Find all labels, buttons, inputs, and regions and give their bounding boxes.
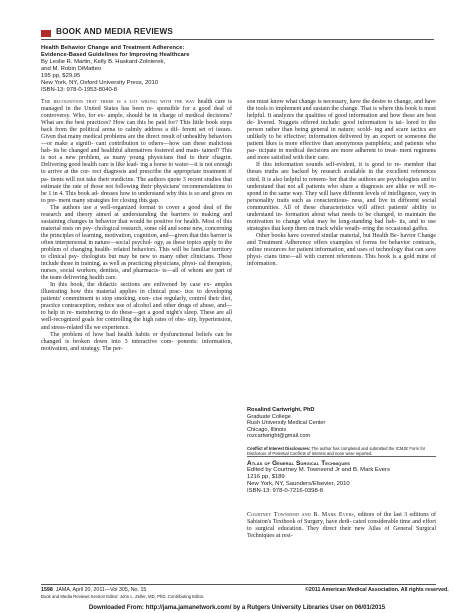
book2-meta — [247, 467, 436, 495]
line: If this information sounds self-evident, it is good to re- — [256, 162, 402, 169]
line: include those in training, as well as practicing physicians, physi- — [41, 261, 198, 268]
line: ment many strategies for closing this gap. — [58, 197, 160, 204]
review-divider — [247, 456, 436, 457]
download-notice: Downloaded From: http://jama.jamanetwork.com/ by a Rutgers University Libraries User on 06/01/2015 — [88, 604, 386, 611]
book1-title-line-2: Evidence-Based Guidelines for Improving Healthcare — [41, 52, 190, 58]
line: change. That is where this book is most helpful. It analyzes — [247, 106, 436, 120]
reviewer-affiliation-2: Rush University Medical Center — [247, 420, 326, 427]
line: use of alcohol and other drugs of abuse, and—to help in re- — [41, 303, 232, 317]
lead-in: Courtney Townsend and B. Mark Evers, — [247, 512, 356, 518]
line: ts—all of whom are part of the team delivering health care. — [41, 268, 232, 282]
section-header — [0, 26, 474, 40]
reviewer-city: Chicago, Illinois — [247, 426, 287, 433]
line: beliefs can be changed is broken down into 3 interactive com- — [41, 331, 233, 345]
section-editor-note: Book and Media Reviews Section Editor: John L. Zeller, MD, PhD, Contributing Editor. — [41, 594, 205, 599]
line: intelligence, vary in personality traits such as conscientious- — [247, 190, 436, 204]
line: direct their new Atlas of General Surgical Techniques at resi- — [247, 526, 437, 540]
reviewer-affiliation-1: Graduate College — [247, 413, 291, 420]
line: deal of the research and theory aimed at understanding the — [41, 204, 232, 218]
paragraph — [41, 332, 232, 353]
book1-header — [41, 45, 232, 94]
line: last 3 editions of Sabiston's Textbook of Surgery, have dedi- — [247, 512, 437, 526]
book1-publisher: New York, NY, Oxford University Press, 2010 — [41, 79, 159, 86]
footer-left — [41, 587, 146, 593]
line: member that theses truths are backed by research available — [247, 162, 436, 176]
line: characteristics will affect patients' ability to understand in- — [247, 204, 437, 218]
paragraph — [41, 205, 232, 283]
book2-pages-price: 1216 pp, $189 — [247, 473, 285, 480]
line: sponsible for a good deal of controversy. Who, for ex- — [41, 106, 232, 120]
line: lored to the person rather than being general in nature; scold- — [247, 120, 437, 134]
section-label: BOOK AND MEDIA REVIEWS — [56, 27, 174, 36]
line: editors of the — [357, 512, 392, 518]
line: tients will not take their medicine. The authors quote 3 recent — [50, 176, 203, 183]
line: spond in the same way. They will have different levels of — [247, 190, 387, 197]
line: amples illustrating how this material applies in clinical prac- — [41, 282, 232, 296]
line: principles of learning, motivation, cognition, and—given that — [49, 232, 199, 239]
line: health care is managed in the United States has been re- — [41, 99, 233, 113]
book2-header — [247, 460, 436, 495]
line: Other books have covered similar material, but Health Be- — [256, 232, 399, 239]
line: ber that the authors are psychologists and to understand that — [247, 176, 436, 190]
section-marker — [41, 30, 51, 37]
line: find to their chagrin. Delivering good health care is like lead- — [41, 155, 232, 169]
line: the qualities of good information and how these are best de- — [247, 113, 436, 127]
book1-pages-price: 195 pp, $29.95 — [41, 72, 81, 79]
review2-column — [247, 512, 436, 540]
line: dresses how to understand why this is so and gives on to pre- — [41, 190, 232, 204]
line: chological research, some old and some new, concerning the — [41, 225, 233, 239]
line: motivation to change what may be long-standing bad hab- — [247, 218, 397, 225]
line: ponents: information, motivation, and strategy. The per- — [41, 338, 232, 352]
line: livered. Nuggets offered include: good information is tai- — [257, 120, 404, 127]
line: cise regularly, control their diet, practice contraception, reduce — [41, 296, 232, 310]
line: the direct result of unhealthy behaviors—or make a signifi- — [41, 134, 232, 148]
line: studies that estimate the rate of those not following their — [41, 176, 233, 190]
review-column-2 — [247, 99, 436, 268]
line: membering to do these—get a good night's sleep. These are — [75, 310, 224, 317]
paragraph — [41, 282, 232, 331]
line: ness, and live in different social communities. All of these — [247, 197, 437, 211]
line: delivered by an expert or someone the patient likes is more — [247, 134, 436, 148]
book2-title: Atlas of General Surgical Techniques — [247, 460, 350, 467]
line: ing a horse to water—it is not enough to arrive at the cor- — [41, 162, 232, 176]
line: cated considerable time and effort to surgical education. They — [247, 519, 437, 533]
line: cians time—all with current references. This book is a gold — [264, 254, 415, 261]
line: would be positive for health. Most of this material rests on psy- — [41, 218, 232, 232]
paragraph — [41, 99, 232, 205]
line: cal therapists, nurses, social workers, dentists, and pharmacis- — [41, 261, 233, 275]
line: In this book, the didactic sections are enlivened by case ex- — [50, 282, 212, 289]
paragraph — [247, 99, 436, 162]
line: ing and scare tactics are unlikely to be effective; information — [247, 127, 436, 141]
conflict-label: Conflict of Interest Disclosures: — [247, 446, 311, 451]
line: its be changed and healthful alternatives fostered and main- — [53, 148, 201, 155]
line: the best practices? How can this be paid for? This little book — [65, 120, 218, 127]
line: ment regimens and more satisfied with their care. — [247, 148, 437, 162]
book2-publisher: New York, NY, Saunders/Elsevier, 2010 — [247, 480, 350, 487]
paragraph — [247, 162, 436, 232]
line: The problem of how bad health habits or dysfunctional — [50, 331, 194, 338]
paragraph — [247, 512, 436, 540]
line: steps back from the political arena to calmly address a dif- — [41, 120, 232, 134]
page-number: 1598 — [41, 587, 53, 593]
book2-editors: Edited by Courtney M. Townsend Jr and B. Mark Evers — [247, 467, 390, 473]
line: ogy, as these topics apply to the problem of changing health- — [41, 239, 233, 253]
lead-in: The recognition that there is a lot wrong with the way — [41, 99, 195, 105]
book1-title-line-1: Health Behavior Change and Treatment Adherence: — [41, 45, 185, 51]
line: to change, and have the tools to implement and sustain the — [247, 99, 436, 113]
line: information, and uses of technology that can save physi- — [247, 246, 436, 261]
journal-info: JAMA, April 20, 2011—Vol 305, No. 15 — [55, 587, 147, 593]
line: effective than anonymous pamphlets; and patients who par- — [247, 141, 437, 155]
book1-meta — [41, 59, 232, 94]
line: chologists but may be new to many other clinicians. These — [81, 254, 233, 261]
line: ering the occasional gaffes. — [362, 225, 429, 232]
line: this barrier is often interpersonal in nature—social psychol- — [41, 232, 233, 246]
book2-isbn: ISBN-13: 978-0-7216-0398-8 — [247, 487, 323, 494]
line: tained? This is not a new problem, as many young physicians — [41, 148, 233, 162]
paragraph — [247, 233, 436, 268]
line: its, and to use strategies that keep them on track while weath- — [247, 218, 436, 232]
line: forms for behavior contracts, online resources for patient — [247, 239, 437, 253]
line: son must know what change is necessary, have the desire — [247, 99, 386, 105]
section-rule — [41, 39, 434, 40]
reviewer-name: Rosalind Cartwright, PhD — [247, 407, 315, 413]
line: barriers to making and sustaining changes in behavior that — [41, 211, 232, 225]
book1-authors-2: and M. Robin DiMatteo — [41, 65, 102, 72]
book1-authors-1: By Leslie R. Martin, Kelly B. Haskard-Zolnierek, — [41, 59, 166, 65]
line: ample, should be in charge of medical decisions? What are — [41, 113, 232, 127]
line: mine of information. — [247, 254, 437, 268]
reviewer-email[interactable]: rozcartwright@gmail.com — [247, 433, 311, 440]
footer-right — [305, 587, 449, 593]
line: tice to developing patients' commitment to stop smoking, exer- — [41, 289, 232, 303]
conflict-disclosure — [247, 446, 436, 456]
line: The authors use a well-organized format to cover a good — [50, 204, 201, 211]
line: physicians' recommendations to be 1 in 4. This book ad- — [41, 183, 232, 197]
line: formation about what needs to be changed, to maintain the — [285, 211, 436, 218]
line: ticipate in medical decisions are more adherent to treat- — [258, 148, 398, 155]
footer-rule — [41, 584, 436, 585]
line: not all patients who share a diagnosis are alike or will re- — [287, 183, 436, 190]
reviewer-block — [247, 407, 436, 440]
line: cant contribution to others—how can these malicious hab- — [41, 141, 232, 155]
line: all well-recognized goals for controlling the high rates of obe- — [41, 310, 232, 324]
conflict-text: The author has completed and submitted the ICMJE Form for Disclosure of Potential Conflicts of Interest and none were reported. — [247, 446, 426, 457]
copyright: ©2011 American Medical Association. All rights reserved. — [305, 587, 449, 593]
line: rect diagnosis and prescribe the appropriate treatment if pa- — [41, 169, 232, 183]
line: ferent set of issues. Given that many medical problems are — [41, 127, 232, 141]
line: sity, hypertension, and stress-related ills we experience. — [41, 317, 232, 331]
book1-isbn: ISBN-13: 978-0-1953-8040-8 — [41, 86, 117, 93]
line: havior Change and Treatment Adherence offers examples of — [247, 232, 437, 246]
review-column-1 — [41, 99, 232, 353]
line: related behaviors. This will be familiar territory to clinical psy- — [41, 246, 232, 261]
line: in the excellent references cited. It is also helpful to remem- — [247, 169, 436, 183]
